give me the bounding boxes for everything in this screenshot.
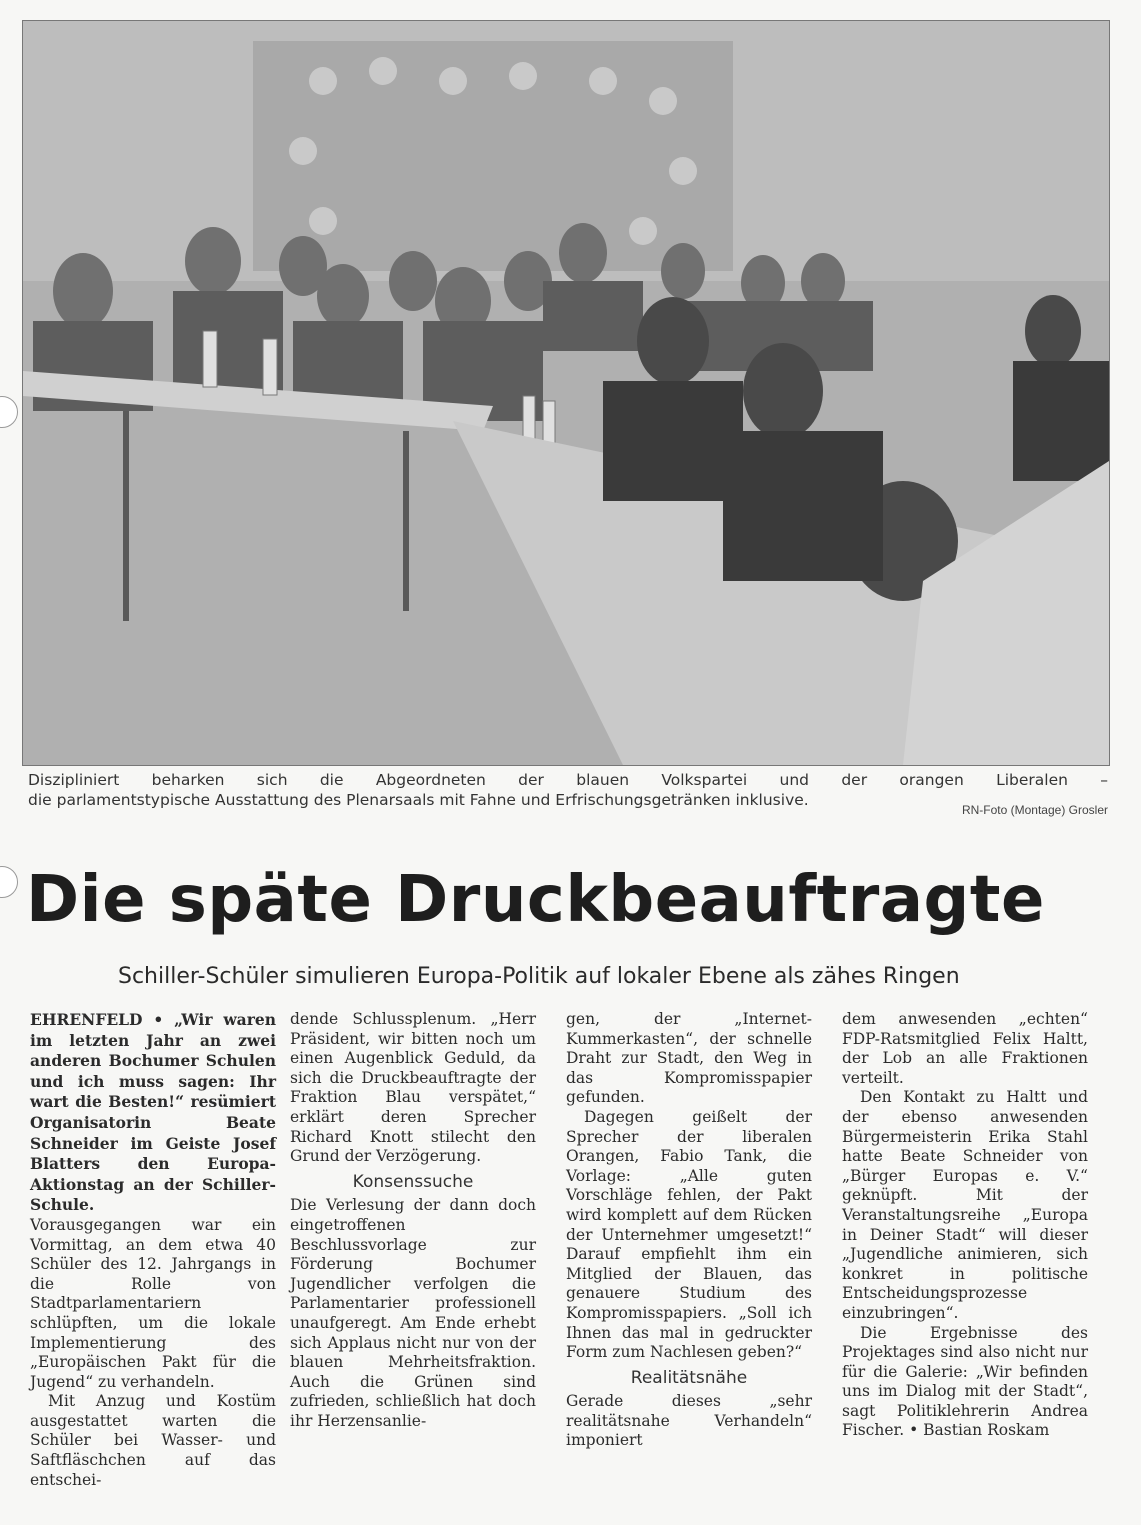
paragraph: gen, der „Internet-Kummerkasten“, der schnelle Draht zur Stadt, den Weg in das Kompromisspapier gefunden. (566, 1010, 812, 1107)
punch-hole-bottom (0, 866, 18, 898)
paragraph: Dagegen geißelt der Sprecher der liberalen Orangen, Fabio Tank, die Vorlage: „Alle guten Vorschläge fehlen, der Pakt wird komplett auf dem Rücken der Unternehmer umgesetzt!“ Darauf empfiehlt ihm ein Mitglied der Blauen, das genauere Studium des Kompromisspapiers. „Soll ich Ihnen das mal in gedruckter Form zum Nachlesen geben?“ (566, 1107, 812, 1362)
photo-illustration (23, 21, 1109, 765)
lead-paragraph (30, 1010, 276, 1216)
article-column-3 (566, 1010, 812, 1451)
lead-text: „Wir waren im letzten Jahr an zwei anderen Bochumer Schulen und ich muss sagen: Ihr wart die Besten!“ resümiert Organisatorin Beate Schneider im Geiste Josef Blatters den Europa-Aktionstag an der Schiller-Schule. (30, 1010, 276, 1215)
paragraph: Gerade dieses „sehr realitätsnahe Verhandeln“ imponiert (566, 1392, 812, 1450)
article-column-1 (30, 1010, 276, 1490)
paragraph (842, 1324, 1088, 1442)
photo-caption (28, 770, 1108, 810)
section-heading-konsenssuche: Konsenssuche (352, 1171, 474, 1192)
article-column-4 (842, 1010, 1088, 1441)
subheadline: Schiller-Schüler simulieren Europa-Politik auf lokaler Ebene als zähes Ringen (118, 964, 960, 989)
headline: Die späte Druckbeauftragte (26, 863, 1045, 937)
paragraph: Die Verlesung der dann doch eingetroffenen Beschlussvorlage zur Förderung Bochumer Jugendlicher verfolgen die Parlamentarier professionell unaufgeregt. Am Ende erhebt sich Applaus nicht nur von der blauen Mehrheitsfraktion. Auch die Grünen sind zufrieden, schließlich hat doch ihr Herzensanlie- (290, 1196, 536, 1430)
paragraph: Den Kontakt zu Haltt und der ebenso anwesenden Bürgermeisterin Erika Stahl hatte Beate Schneider von „Bürger Europas e. V.“ geknüpft. Mit der Veranstaltungsreihe „Europa in Deiner Stadt“ will dieser „Jugendliche animieren, sich konkret in politische Entscheidungsprozesse einzubringen“. (842, 1088, 1088, 1322)
caption-line-1: Diszipliniert beharken sich die Abgeordneten der blauen Volkspartei und der orangen Liberalen – (28, 771, 1108, 789)
byline: • Bastian Roskam (909, 1421, 1050, 1440)
photo-credit: RN-Foto (Montage) Grosler (961, 803, 1108, 817)
dateline: EHRENFELD • (30, 1010, 164, 1029)
punch-hole-top (0, 396, 18, 428)
article-body (30, 1010, 1110, 1510)
paragraph: dende Schlussplenum. „Herr Präsident, wir bitten noch um einen Augenblick Geduld, da sich die Druckbeauftragte der Fraktion Blau verspätet,“ erklärt deren Sprecher Richard Knott stilecht den Grund der Verzögerung. (290, 1010, 536, 1166)
paragraph: Vorausgegangen war ein Vormittag, an dem etwa 40 Schüler des 12. Jahrgangs in die Rolle von Stadtparlamentariern schlüpften, um die lokale Implementierung des „Europäischen Pakt für die Jugend“ zu verhandeln. (30, 1215, 276, 1391)
section-heading-realitaetsnaehe: Realitätsnähe (630, 1367, 748, 1388)
paragraph: dem anwesenden „echten“ FDP-Ratsmitglied Felix Haltt, der Lob an alle Fraktionen verteilt. (842, 1010, 1088, 1087)
closing-text: Die Ergebnisse des Projektages sind also nicht nur für die Galerie: „Wir befinden uns im Dialog mit der Stadt“, sagt Politiklehrerin Andrea Fischer. (842, 1323, 1088, 1440)
paragraph: Mit Anzug und Kostüm ausgestattet warten die Schüler bei Wasser- und Saftfläschchen auf das entschei- (30, 1392, 276, 1489)
article-column-2 (290, 1010, 536, 1431)
article-photo (22, 20, 1110, 766)
caption-line-2: die parlamentstypische Ausstattung des Plenarsaals mit Fahne und Erfrischungsgetränken inklusive. (28, 791, 809, 809)
